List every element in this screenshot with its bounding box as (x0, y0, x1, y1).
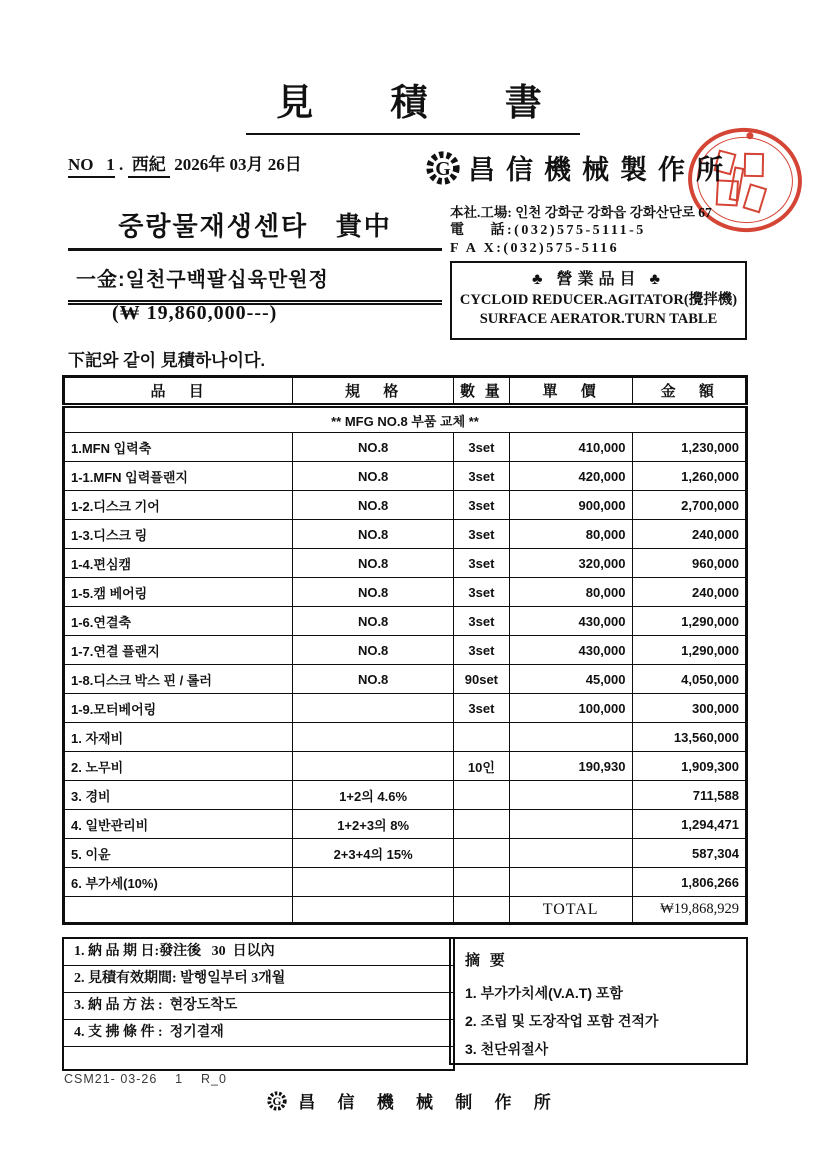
doc-number: NO 1 (68, 155, 115, 178)
table-row (64, 839, 747, 868)
company-name: 昌信機械製作所 (468, 155, 734, 185)
cell-item: 4. 일반관리비 (64, 810, 293, 839)
cell-item: 1-2.디스크 기어 (64, 491, 293, 520)
cell-item: 1-7.연결 플랜지 (64, 636, 293, 665)
cell-amount: 300,000 (632, 694, 747, 723)
cell-spec: NO.8 (293, 433, 454, 462)
cell-spec (293, 868, 454, 897)
remarks-box (449, 937, 748, 1065)
amount-in-korean: 一金:일천구백팔십육만원정 (68, 263, 442, 305)
cell-unit-price: 410,000 (509, 433, 632, 462)
cell-item: 6. 부가세(10%) (64, 868, 293, 897)
recipient-line: 중랑물재생센타 貴中 (68, 206, 442, 251)
cell-qty (454, 810, 510, 839)
cell-unit-price (509, 810, 632, 839)
cell-unit-price: 430,000 (509, 607, 632, 636)
cell-qty: 90set (454, 665, 510, 694)
table-row (64, 578, 747, 607)
table-row (64, 520, 747, 549)
cell-item: 1.MFN 입력축 (64, 433, 293, 462)
cell-qty (454, 839, 510, 868)
remark-assembly: 2. 조립 및 도장작업 포함 견적가 (465, 1013, 659, 1029)
cell-qty (454, 723, 510, 752)
term-delivery-date: 1. 納 品 期 日:發注後 30 日以內 (64, 939, 453, 966)
doc-date: 2026年 03月 26日 (170, 155, 302, 174)
table-row (64, 810, 747, 839)
cell-qty: 3set (454, 549, 510, 578)
quotation-table (62, 375, 748, 925)
gear-logo-icon (424, 149, 462, 187)
cell-amount: 240,000 (632, 520, 747, 549)
cell-amount: 13,560,000 (632, 723, 747, 752)
intro-sentence: 下記와 같이 見積하나이다. (68, 351, 266, 370)
company-tel: 電 話:(032)575-5111-5 (450, 223, 646, 238)
table-row (64, 549, 747, 578)
svg-text:G: G (272, 1095, 282, 1108)
term-validity: 2. 見積有效期間: 발행일부터 3개월 (64, 966, 453, 993)
cell-qty: 3set (454, 433, 510, 462)
terms-box (62, 937, 455, 1071)
table-row (64, 636, 747, 665)
table-row (64, 665, 747, 694)
cell-item: 1. 자재비 (64, 723, 293, 752)
cell-qty: 3set (454, 520, 510, 549)
table-row (64, 462, 747, 491)
cell-amount: 1,290,000 (632, 636, 747, 665)
col-header-unit-price: 單 價 (509, 377, 632, 406)
cell-item: 5. 이윤 (64, 839, 293, 868)
term-empty-row (64, 1047, 453, 1069)
cell-spec: NO.8 (293, 636, 454, 665)
cell-unit-price: 430,000 (509, 636, 632, 665)
cell-spec: NO.8 (293, 607, 454, 636)
seal-script-mark (744, 153, 764, 177)
separator-dot: . (114, 155, 128, 174)
table-row (64, 694, 747, 723)
cell-unit-price: 80,000 (509, 578, 632, 607)
remark-rounding: 3. 천단위절사 (465, 1041, 549, 1057)
cell-item: 1-3.디스크 링 (64, 520, 293, 549)
company-fax: F A X:(032)575-5116 (450, 241, 620, 256)
table-row (64, 433, 747, 462)
remark-vat: 1. 부가가치세(V.A.T) 포함 (465, 985, 623, 1001)
section-row (64, 406, 747, 433)
cell-unit-price (509, 839, 632, 868)
cell-spec (293, 694, 454, 723)
cell-unit-price: 900,000 (509, 491, 632, 520)
cell-empty (293, 897, 454, 924)
cell-amount: 2,700,000 (632, 491, 747, 520)
cell-unit-price: 190,930 (509, 752, 632, 781)
term-delivery-method: 3. 納 品 方 法 : 현장도착도 (64, 993, 453, 1020)
remarks-title: 摘 要 (465, 953, 508, 969)
cell-spec: NO.8 (293, 520, 454, 549)
cell-qty (454, 868, 510, 897)
cell-item: 1-8.디스크 박스 핀 / 롤러 (64, 665, 293, 694)
document-code: CSM21- 03-26 1 R_0 (64, 1072, 227, 1086)
cell-qty: 3set (454, 694, 510, 723)
cell-amount: 240,000 (632, 578, 747, 607)
table-row (64, 723, 747, 752)
cell-qty: 3set (454, 462, 510, 491)
cell-unit-price (509, 723, 632, 752)
title-wrap (0, 72, 826, 135)
cell-amount: 1,260,000 (632, 462, 747, 491)
total-value: ₩19,868,929 (632, 897, 747, 924)
table-row (64, 868, 747, 897)
cell-amount: 1,909,300 (632, 752, 747, 781)
cell-item: 1-1.MFN 입력플랜지 (64, 462, 293, 491)
cell-spec: NO.8 (293, 578, 454, 607)
company-header (424, 148, 734, 187)
col-header-amount: 金 額 (632, 377, 747, 406)
page-title: 見 積 書 (246, 72, 580, 135)
cell-spec: 1+2+3의 8% (293, 810, 454, 839)
era-label: 西紀 (128, 155, 171, 178)
table-row (64, 781, 747, 810)
cell-item: 1-6.연결축 (64, 607, 293, 636)
col-header-qty: 數 量 (454, 377, 510, 406)
cell-item: 1-5.캠 베어링 (64, 578, 293, 607)
cell-spec: NO.8 (293, 549, 454, 578)
cell-empty (454, 897, 510, 924)
cell-unit-price: 45,000 (509, 665, 632, 694)
company-address: 本社.工場: 인천 강화군 강화읍 강화산단로 67 (450, 205, 712, 220)
cell-amount: 960,000 (632, 549, 747, 578)
cell-item: 2. 노무비 (64, 752, 293, 781)
cell-spec (293, 752, 454, 781)
table-row (64, 752, 747, 781)
cell-unit-price: 100,000 (509, 694, 632, 723)
svg-text:G: G (435, 157, 451, 180)
business-items-body: CYCLOID REDUCER.AGITATOR(攪拌機) SURFACE AERATOR.TURN TABLE (459, 292, 738, 327)
col-header-spec: 規 格 (293, 377, 454, 406)
footer-company-name: 昌 信 機 械 制 作 所 (298, 1093, 560, 1112)
amount-in-numbers: (₩ 19,860,000---) (112, 302, 278, 324)
cell-unit-price (509, 781, 632, 810)
gear-logo-icon (266, 1090, 288, 1112)
section-title: ** MFG NO.8 부품 교체 ** (64, 406, 747, 433)
cell-spec: 2+3+4의 15% (293, 839, 454, 868)
cell-qty: 3set (454, 607, 510, 636)
cell-unit-price (509, 868, 632, 897)
footer-company-line (0, 1088, 826, 1113)
cell-empty (64, 897, 293, 924)
cell-amount: 587,304 (632, 839, 747, 868)
cell-amount: 1,806,266 (632, 868, 747, 897)
cell-item: 1-9.모터베어링 (64, 694, 293, 723)
doc-number-date-line (68, 150, 302, 175)
cell-item: 1-4.편심캠 (64, 549, 293, 578)
total-row (64, 897, 747, 924)
cell-qty: 10인 (454, 752, 510, 781)
cell-unit-price: 420,000 (509, 462, 632, 491)
cell-spec: 1+2의 4.6% (293, 781, 454, 810)
business-items-title: ♣ 營業品目 ♣ (531, 271, 665, 288)
cell-amount: 1,294,471 (632, 810, 747, 839)
business-items-box (450, 261, 747, 340)
col-header-item: 品 目 (64, 377, 293, 406)
cell-amount: 4,050,000 (632, 665, 747, 694)
term-payment: 4. 支 拂 條 件 : 정기결재 (64, 1020, 453, 1047)
cell-spec (293, 723, 454, 752)
cell-amount: 1,230,000 (632, 433, 747, 462)
cell-unit-price: 80,000 (509, 520, 632, 549)
cell-qty: 3set (454, 578, 510, 607)
cell-spec: NO.8 (293, 665, 454, 694)
table-row (64, 491, 747, 520)
cell-qty: 3set (454, 636, 510, 665)
cell-qty: 3set (454, 491, 510, 520)
cell-amount: 711,588 (632, 781, 747, 810)
company-contact-block (450, 204, 750, 258)
cell-amount: 1,290,000 (632, 607, 747, 636)
table-row (64, 607, 747, 636)
table-header-row (64, 377, 747, 406)
cell-spec: NO.8 (293, 491, 454, 520)
cell-unit-price: 320,000 (509, 549, 632, 578)
cell-spec: NO.8 (293, 462, 454, 491)
cell-qty (454, 781, 510, 810)
total-label: TOTAL (509, 897, 632, 924)
cell-item: 3. 경비 (64, 781, 293, 810)
